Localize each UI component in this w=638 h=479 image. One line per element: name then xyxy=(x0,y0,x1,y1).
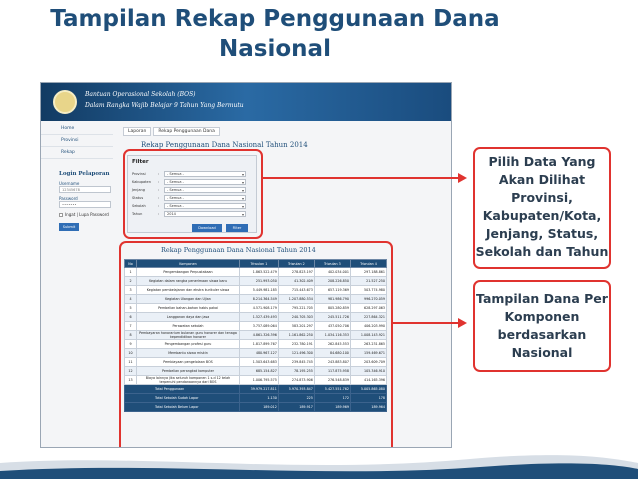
filter-label: Status xyxy=(132,195,144,200)
table-callout: Tampilan Dana Per Komponen berdasarkan Nasional xyxy=(473,280,611,372)
amount-cell: 121.496.300 xyxy=(278,349,314,358)
amount-cell: 243.883.807 xyxy=(314,358,350,367)
breadcrumb-laporan[interactable]: Laporan xyxy=(123,127,151,136)
row-number: 6 xyxy=(125,313,137,322)
amount-cell: 996.270.059 xyxy=(350,295,386,304)
amount-cell: 262.845.553 xyxy=(314,340,350,349)
amount-cell: 159.469.671 xyxy=(350,349,386,358)
amount-cell: 1.006.795.575 xyxy=(240,376,279,385)
amount-cell: 84.680.100 xyxy=(314,349,350,358)
amount-cell: 251.993.050 xyxy=(240,277,279,286)
summary-value: 189.969 xyxy=(314,403,350,412)
row-number: 5 xyxy=(125,304,137,313)
arrow-filter-head-icon xyxy=(458,173,467,183)
amount-cell: 685.154.827 xyxy=(240,367,279,376)
sidebar-item-provinsi[interactable]: Provinsi xyxy=(41,135,113,147)
download-button[interactable]: Download xyxy=(192,224,222,232)
filter-highlight-ring xyxy=(123,149,263,239)
amount-cell: 1.034.116.353 xyxy=(314,331,350,340)
component-cell: Perawatan sekolah xyxy=(137,322,240,331)
amount-cell: 583.201.297 xyxy=(278,322,314,331)
banner-title: Bantuan Operasional Sekolah (BOS) xyxy=(85,91,196,98)
arrow-table-head-icon xyxy=(458,318,467,328)
sidebar-item-home[interactable]: Home xyxy=(41,123,113,135)
table-highlight-ring xyxy=(119,241,393,448)
amount-cell: 117.875.958 xyxy=(314,367,350,376)
table-title: Rekap Penggunaan Dana Nasional Tahun 2014 xyxy=(161,246,316,254)
amount-cell: 981.986.790 xyxy=(314,295,350,304)
amount-cell: 1.008.143.921 xyxy=(350,331,386,340)
amount-cell: 245.511.726 xyxy=(314,313,350,322)
row-number: 10 xyxy=(125,349,137,358)
app-screenshot xyxy=(40,82,452,448)
tut-wuri-logo-icon xyxy=(53,90,77,114)
remember-checkbox[interactable] xyxy=(59,213,63,217)
submit-button[interactable]: Submit xyxy=(59,223,79,231)
component-cell: Kegiatan pembelajaran dan ekstra kurikuler siswa xyxy=(137,286,240,295)
amount-cell: 41.302.409 xyxy=(278,277,314,286)
amount-cell: 805.280.859 xyxy=(314,304,350,313)
amount-cell: 4.571.908.179 xyxy=(240,304,279,313)
amount-cell: 503.774.980 xyxy=(350,286,386,295)
filter-label: Kabupaten xyxy=(132,179,151,184)
amount-cell: 1.161.862.250 xyxy=(278,331,314,340)
remember-label[interactable]: Ingat | Lupa Password xyxy=(65,212,109,217)
amount-cell: 105.346.910 xyxy=(350,367,386,376)
amount-cell: 21.527.250 xyxy=(350,277,386,286)
summary-label: Total Penggunaan xyxy=(125,385,240,394)
amount-cell: 276.548.839 xyxy=(314,376,350,385)
row-number: 13 xyxy=(125,376,137,385)
amount-cell: 232.780.191 xyxy=(278,340,314,349)
component-cell: Pembelian bahan-bahan habis pakai xyxy=(137,304,240,313)
breadcrumb-rekap[interactable]: Rekap Penggunaan Dana xyxy=(153,127,220,136)
summary-value: 5.005.865.080 xyxy=(350,385,386,394)
decorative-wave xyxy=(0,445,638,479)
summary-label: Total Sekolah Belum Lapor xyxy=(125,403,240,412)
component-cell: Pembiayaan pengelolaan BOS xyxy=(137,358,240,367)
col-header: Triwulan 4 xyxy=(350,260,386,268)
component-cell: Membantu siswa miskin xyxy=(137,349,240,358)
component-cell: Pembayaran honorarium bulanan guru honorer dan tenaga kependidikan honorer xyxy=(137,331,240,340)
amount-cell: 239.845.745 xyxy=(278,358,314,367)
amount-cell: 1.863.522.479 xyxy=(240,268,279,277)
component-cell: Pengembangan profesi guru xyxy=(137,340,240,349)
amount-cell: 278.823.197 xyxy=(278,268,314,277)
row-number: 4 xyxy=(125,295,137,304)
amount-cell: 8.214.364.549 xyxy=(240,295,279,304)
password-label: Password xyxy=(59,196,78,201)
banner-subtitle: Dalam Rangka Wajib Belajar 9 Tahun Yang Bermutu xyxy=(85,102,244,109)
row-number: 1 xyxy=(125,268,137,277)
amount-cell: 203.609.709 xyxy=(350,358,386,367)
amount-cell: 402.034.001 xyxy=(314,268,350,277)
summary-value: 5.427.551.762 xyxy=(314,385,350,394)
filter-row-tahun: Tahun : 2014 ▾ xyxy=(132,210,246,217)
row-number: 12 xyxy=(125,367,137,376)
tahun-select[interactable]: 2014 ▾ xyxy=(164,211,246,217)
col-header: Triwulan 2 xyxy=(278,260,314,268)
summary-label: Total Sekolah Sudah Lapor xyxy=(125,394,240,403)
col-header: No xyxy=(125,260,137,268)
arrow-table-line xyxy=(391,322,460,324)
amount-cell: 795.221.705 xyxy=(278,304,314,313)
component-cell: Pengembangan Perpustakaan xyxy=(137,268,240,277)
amount-cell: 5.449.981.185 xyxy=(240,286,279,295)
col-header: Triwulan 3 xyxy=(314,260,350,268)
username-field[interactable]: 12345678 xyxy=(59,186,111,193)
filter-row-sekolah: Sekolah : - Semua - ▾ xyxy=(132,202,246,209)
filter-button[interactable]: Filter xyxy=(226,224,248,232)
filter-row-provinsi: Provinsi : - Semua - ▾ xyxy=(132,170,246,177)
filter-title: Filter xyxy=(132,159,149,165)
summary-value: 178 xyxy=(350,394,386,403)
summary-value: 189.917 xyxy=(278,403,314,412)
row-number: 8 xyxy=(125,331,137,340)
filter-row-status: Status : - Semua - ▾ xyxy=(132,194,246,201)
amount-cell: 437.050.706 xyxy=(314,322,350,331)
amount-cell: 227.864.321 xyxy=(350,313,386,322)
summary-value: 189.964 xyxy=(350,403,386,412)
amount-cell: 1.817.899.767 xyxy=(240,340,279,349)
row-number: 2 xyxy=(125,277,137,286)
col-header: Komponen xyxy=(137,260,240,268)
status-select[interactable]: - Semua - ▾ xyxy=(164,195,246,201)
row-number: 3 xyxy=(125,286,137,295)
arrow-filter-line xyxy=(262,177,460,179)
amount-cell: 1.503.643.683 xyxy=(240,358,279,367)
slide-title: Tampilan Rekap Penggunaan Dana Nasional xyxy=(50,6,500,62)
col-header: Triwulan 1 xyxy=(240,260,279,268)
filter-row-jenjang: Jenjang : - Semua - ▾ xyxy=(132,186,246,193)
amount-cell: 297.188.861 xyxy=(350,268,386,277)
remember-row xyxy=(59,212,111,217)
filter-callout: Pilih Data Yang Akan Dilihat Provinsi, Kabupaten/Kota, Jenjang, Status, Sekolah dan Tahun xyxy=(473,147,611,269)
amount-cell: 1.207.880.534 xyxy=(278,295,314,304)
component-cell: Langganan daya dan jasa xyxy=(137,313,240,322)
amount-cell: 628.297.063 xyxy=(350,304,386,313)
sidebar-item-rekap[interactable]: Rekap xyxy=(41,147,113,159)
login-panel xyxy=(59,171,111,231)
amount-cell: 274.873.906 xyxy=(278,376,314,385)
row-number: 9 xyxy=(125,340,137,349)
sekolah-select[interactable]: - Semua - ▾ xyxy=(164,203,246,209)
amount-cell: 657.119.369 xyxy=(314,286,350,295)
row-number: 7 xyxy=(125,322,137,331)
summary-value: 5.970.393.847 xyxy=(278,385,314,394)
app-banner xyxy=(41,83,451,121)
page-title: Rekap Penggunaan Dana Nasional Tahun 2014 xyxy=(141,141,308,149)
filter-label: Tahun xyxy=(132,211,143,216)
amount-cell: 263.231.865 xyxy=(350,340,386,349)
amount-cell: 3.757.089.064 xyxy=(240,322,279,331)
summary-value: 172 xyxy=(314,394,350,403)
amount-cell: 4.861.326.396 xyxy=(240,331,279,340)
amount-cell: 240.705.303 xyxy=(278,313,314,322)
component-cell: Biaya lainnya jika seluruh komponen 1 s.d 12 telah terpenuhi pendanaannya dari BOS xyxy=(137,376,240,385)
summary-value: 1.130 xyxy=(240,394,279,403)
amount-cell: 1.527.439.493 xyxy=(240,313,279,322)
jenjang-select[interactable]: - Semua - ▾ xyxy=(164,187,246,193)
amount-cell: 208.226.850 xyxy=(314,277,350,286)
filter-label: Provinsi xyxy=(132,171,146,176)
amount-cell: 715.443.673 xyxy=(278,286,314,295)
filter-label: Sekolah xyxy=(132,203,146,208)
filter-row-kabupaten: Kabupaten : - Semua - ▾ xyxy=(132,178,246,185)
component-cell: Kegiatan Ulangan dan Ujian xyxy=(137,295,240,304)
filter-label: Jenjang xyxy=(132,187,145,192)
password-field[interactable]: ••••••• xyxy=(59,201,111,208)
username-label: Username xyxy=(59,181,80,186)
component-cell: Pembelian perangkat komputer xyxy=(137,367,240,376)
amount-cell: 414.165.396 xyxy=(350,376,386,385)
provinsi-select[interactable]: - Semua - ▾ xyxy=(164,171,246,177)
breadcrumb xyxy=(123,127,220,136)
row-number: 11 xyxy=(125,358,137,367)
summary-value: 225 xyxy=(278,394,314,403)
amount-cell: 406.203.990 xyxy=(350,322,386,331)
amount-cell: 78.195.255 xyxy=(278,367,314,376)
summary-value: 39.979.217.811 xyxy=(240,385,279,394)
component-cell: Kegiatan dalam rangka penerimaan siswa baru xyxy=(137,277,240,286)
summary-value: 189.012 xyxy=(240,403,279,412)
login-title: Login Pelaporan xyxy=(59,171,110,177)
amount-cell: 480.967.127 xyxy=(240,349,279,358)
kabupaten-select[interactable]: - Semua - ▾ xyxy=(164,179,246,185)
